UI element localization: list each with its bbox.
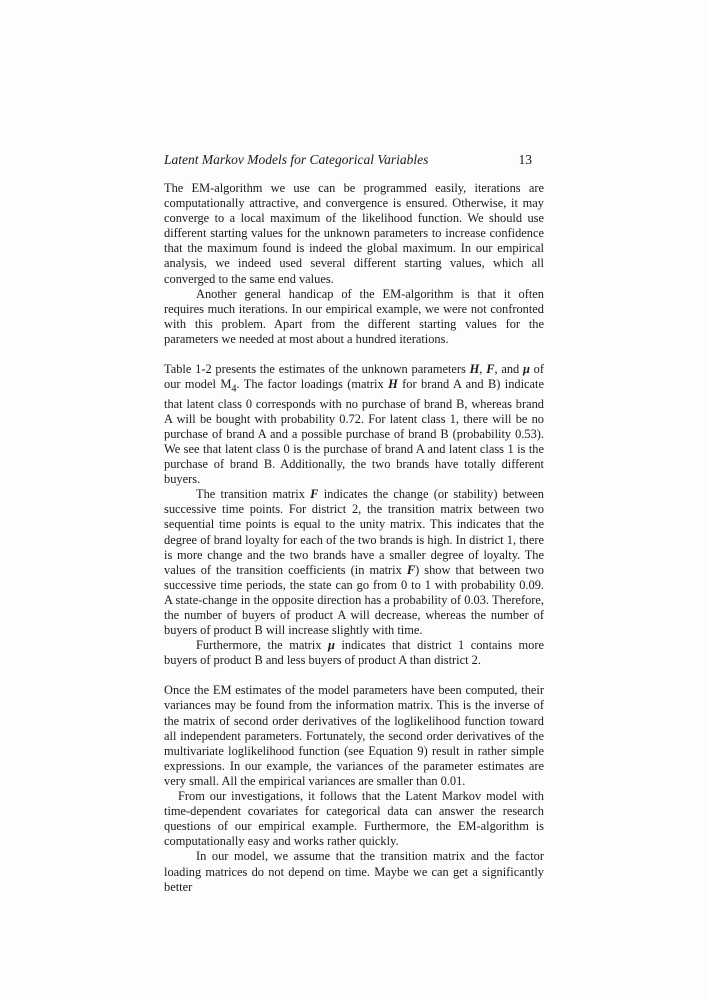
- paragraph-model-assumptions: In our model, we assume that the transition matrix and the factor loading matrices do not depend on time. Maybe we can get a significantly better: [164, 849, 544, 894]
- paragraph-em-convergence: The EM-algorithm we use can be programmed easily, iterations are computationally attractive, and convergence is ensured. Otherwise, it may converge to a local maximum of the likelihood function. We should use different starting values for the unknown parameters to increase confidence that the maximum found is indeed the global maximum. In our empirical analysis, we indeed used several different starting values, which all converged to the same end values.: [164, 181, 544, 286]
- matrix-symbol-f: F: [406, 562, 416, 577]
- text-segment: Furthermore, the matrix: [196, 638, 329, 653]
- running-head: [164, 150, 544, 170]
- body-text: [164, 181, 544, 895]
- text-segment: Table 1-2 presents the estimates of the unknown parameters: [164, 362, 470, 377]
- paragraph-transition-matrix: [164, 487, 544, 638]
- text-segment: . The factor loadings (matrix: [236, 377, 389, 392]
- matrix-symbol-h: H: [388, 377, 398, 392]
- text-segment: , and: [494, 362, 523, 377]
- paragraph-investigations: From our investigations, it follows that the Latent Markov model with time-dependent covariates for categorical data can answer the research questions of our empirical example. Furthermore, the EM-algorithm is computationally easy and works rather quickly.: [164, 789, 544, 849]
- matrix-symbol-mu: μ: [328, 638, 335, 653]
- text-segment: The transition matrix: [196, 487, 311, 502]
- text-segment: ,: [479, 362, 487, 377]
- matrix-symbol-f: F: [486, 362, 495, 377]
- running-head-title: Latent Markov Models for Categorical Variables: [164, 152, 429, 167]
- paragraph-parameter-estimates: [164, 362, 544, 487]
- matrix-symbol-f: F: [310, 487, 319, 502]
- paragraph-mu-matrix: [164, 638, 544, 668]
- matrix-symbol-h: H: [469, 362, 480, 377]
- text-segment: of our model M: [164, 362, 545, 392]
- paragraph-em-iterations: Another general handicap of the EM-algorithm is that it often requires much iterations. In our empirical example, we were not confronted with this problem. Apart from the different starting values for the parameters we needed at most about a hundred iterations.: [164, 286, 544, 346]
- text-segment: indicates the change (or stability) between successive time points. For district 2, the transition matrix between two sequential time points is equal to the unity matrix. This indicates that the degree of brand loyalty for each of the two brands is high. In district 1, there is more change and the two brands have a smaller degree of loyalty. The values of the transition coefficients (in matrix: [164, 487, 544, 577]
- text-segment: for brand A and B) indicate that latent class 0 corresponds with no purchase of brand B, whereas brand A will be bought with probability 0.72. For latent class 1, there will be no purchase of brand A and a possible purchase of brand B (probability 0.53). We see that latent class 0 is the purchase of brand A and latent class 1 is the purchase of brand B. Additionally, the two brands have totally different buyers.: [164, 377, 544, 487]
- page-number: 13: [518, 152, 532, 167]
- text-segment: indicates that district 1 contains more buyers of product B and less buyers of product A than district 2.: [164, 638, 544, 668]
- text-segment: ) show that between two successive time periods, the state can go from 0 to 1 with probability 0.09. A state-change in the opposite direction has a probability of 0.03. Therefore, the number of buyers of product A will decrease, whereas the number of buyers of product B will increase slightly with time.: [164, 562, 545, 638]
- matrix-symbol-mu: μ: [523, 362, 530, 377]
- model-subscript: 4: [231, 383, 237, 395]
- paragraph-variances: Once the EM estimates of the model parameters have been computed, their variances may be found from the information matrix. This is the inverse of the matrix of second order derivatives of the loglikelihood function toward all independent parameters. Fortunately, the second order derivatives of the multivariate loglikelihood function (see Equation 9) result in rather simple expressions. In our example, the variances of the parameter estimates are very small. All the empirical variances are smaller than 0.01.: [164, 683, 544, 788]
